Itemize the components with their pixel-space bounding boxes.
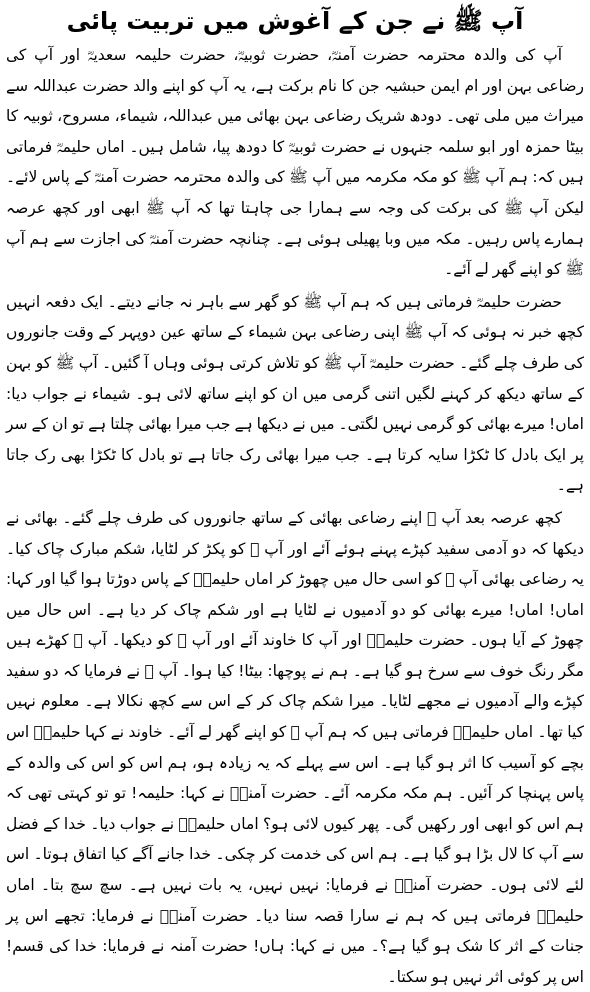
paragraph-3: کچھ عرصہ بعد آپ ﷺ اپنے رضاعی بھائی کے ساتھ جانوروں کی طرف چلے گئے۔ بھائی نے دیکھا کہ دو آدمی سفید کپڑے پہنے ہوئے آئے اور آپ ﷺ کو پکڑ کر لٹایا، شکم مبارک چاک کیا۔ یہ رضاعی بھائی آپ ﷺ کو اسی حال میں چھوڑ کر اماں حلیمہؓ کے پاس دوڑتا ہوا گیا اور کہا: اماں! اماں! میرے بھائی کو دو آدمیوں نے لٹایا ہے اور شکم چاک کر دیا ہے۔ اس حال میں چھوڑ کے آیا ہوں۔ حضرت حلیمہؓ اور آپ کا خاوند آئے اور آپ ﷺ کو دیکھا۔ آپ ﷺ کھڑے ہیں مگر رنگ خوف سے سرخ ہو گیا ہے۔ ہم نے پوچھا: بیٹا! کیا ہوا۔ آپ ﷺ نے فرمایا کہ دو سفید کپڑے والے آدمیوں نے مجھے لٹایا۔ میرا شکم چاک کر کے اس سے کچھ نکالا ہے۔ معلوم نہیں کیا تھا۔ اماں حلیمہؓ فرماتی ہیں کہ ہم آپ ﷺ کو اپنے گھر لے آئے۔ خاوند نے کہا حلیمہؓ اس بچے کو آسیب کا اثر ہو گیا ہے۔ اس سے پہلے کہ یہ زیادہ ہو، ہم اس کو اس کی والدہ کے پاس پہنچا کر آئیں۔ ہم مکہ مکرمہ آئے۔ حضرت آمنہؓ نے کہا: حلیمہ! تو تو کہتی تھی کہ ہم اس کو ابھی اور رکھیں گی۔ پھر کیوں لائی ہو؟ اماں حلیمہؓ نے جواب دیا۔ خدا کے فضل سے آپ کا لال بڑا ہو گیا ہے۔ ہم اس کی خدمت کر چکی۔ خدا جانے آگے کیا اتفاق ہوتا۔ اس لئے لائی ہوں۔ حضرت آمنہؓ نے فرمایا: نہیں نہیں، یہ بات نہیں ہے۔ سچ سچ بتا۔ اماں حلیمہؓ فرماتی ہیں کہ ہم نے سارا قصہ سنا دیا۔ حضرت آمنہؓ نے فرمایا: تجھے اس پر جنات کے اثر کا شک ہو گیا ہے؟۔ میں نے کہا: ہاں! حضرت آمنہ نے فرمایا: خدا کی قسم! اس پر کوئی اثر نہیں ہو سکتا۔ xyxy=(6,508,584,986)
paragraph-1: آپ کی والدہ محترمہ حضرت آمنہؓ، حضرت ثوبیہؓ، حضرت حلیمہ سعدیہؓ اور آپ کی رضاعی بہن اور ام ایمن حبشیہ جن کا نام برکت ہے، یہ آپ کو اپنے والد حضرت عبداللہ سے میراث میں ملی تھی۔ دودھ شریک رضاعی بہن بھائی میں عبداللہ، شیماء، مسروح، ثوبیہ کا بیٹا حمزہ اور ابو سلمہ جنہوں نے حضرت ثوبیہؓ کا دودھ پیا، شامل ہیں۔ اماں حلیمہؓ فرماتی ہیں کہ: ہم آپ ﷺ کو مکہ مکرمہ میں آپ ﷺ کی والدہ محترمہ حضرت آمنہؓ کے پاس لائے۔ لیکن آپ ﷺ کی برکت کی وجہ سے ہمارا جی چاہتا تھا کہ آپ ﷺ ابھی اور کچھ عرصہ ہمارے پاس رہیں۔ مکہ میں وبا پھیلی ہوئی ہے۔ چنانچہ حضرت آمنہؓ کی اجازت سے ہم آپ ﷺ کو اپنے گھر لے آئے۔ xyxy=(6,46,584,279)
document-page xyxy=(6,4,584,986)
paragraph-2: حضرت حلیمہؓ فرماتی ہیں کہ ہم آپ ﷺ کو گھر سے باہر نہ جانے دیتے۔ ایک دفعہ انہیں کچھ خبر نہ ہوئی کہ آپ ﷺ اپنی رضاعی بہن شیماء کے ساتھ عین دوپہر کے وقت جانوروں کی طرف چلے گئے۔ حضرت حلیمہؓ آپ ﷺ کو تلاش کرتی ہوئی وہاں آ گئیں۔ آپ ﷺ کو بہن کے ساتھ دیکھ کر کہنے لگیں اتنی گرمی میں ان کو اپنے ساتھ لائی ہو۔ شیماء نے جواب دیا: اماں! میرے بھائی کو گرمی نہیں لگتی۔ میں نے دیکھا ہے جب میرا بھائی چلتا ہے تو ان کے سر پر ایک بادل کا ٹکڑا سایہ کرتا ہے۔ جب میرا بھائی رک جاتا ہے تو بادل کا ٹکڑا بھی رک جاتا ہے۔ xyxy=(6,292,584,495)
page-title: آپ ﷺ نے جن کے آغوش میں تربیت پائی xyxy=(66,7,524,35)
